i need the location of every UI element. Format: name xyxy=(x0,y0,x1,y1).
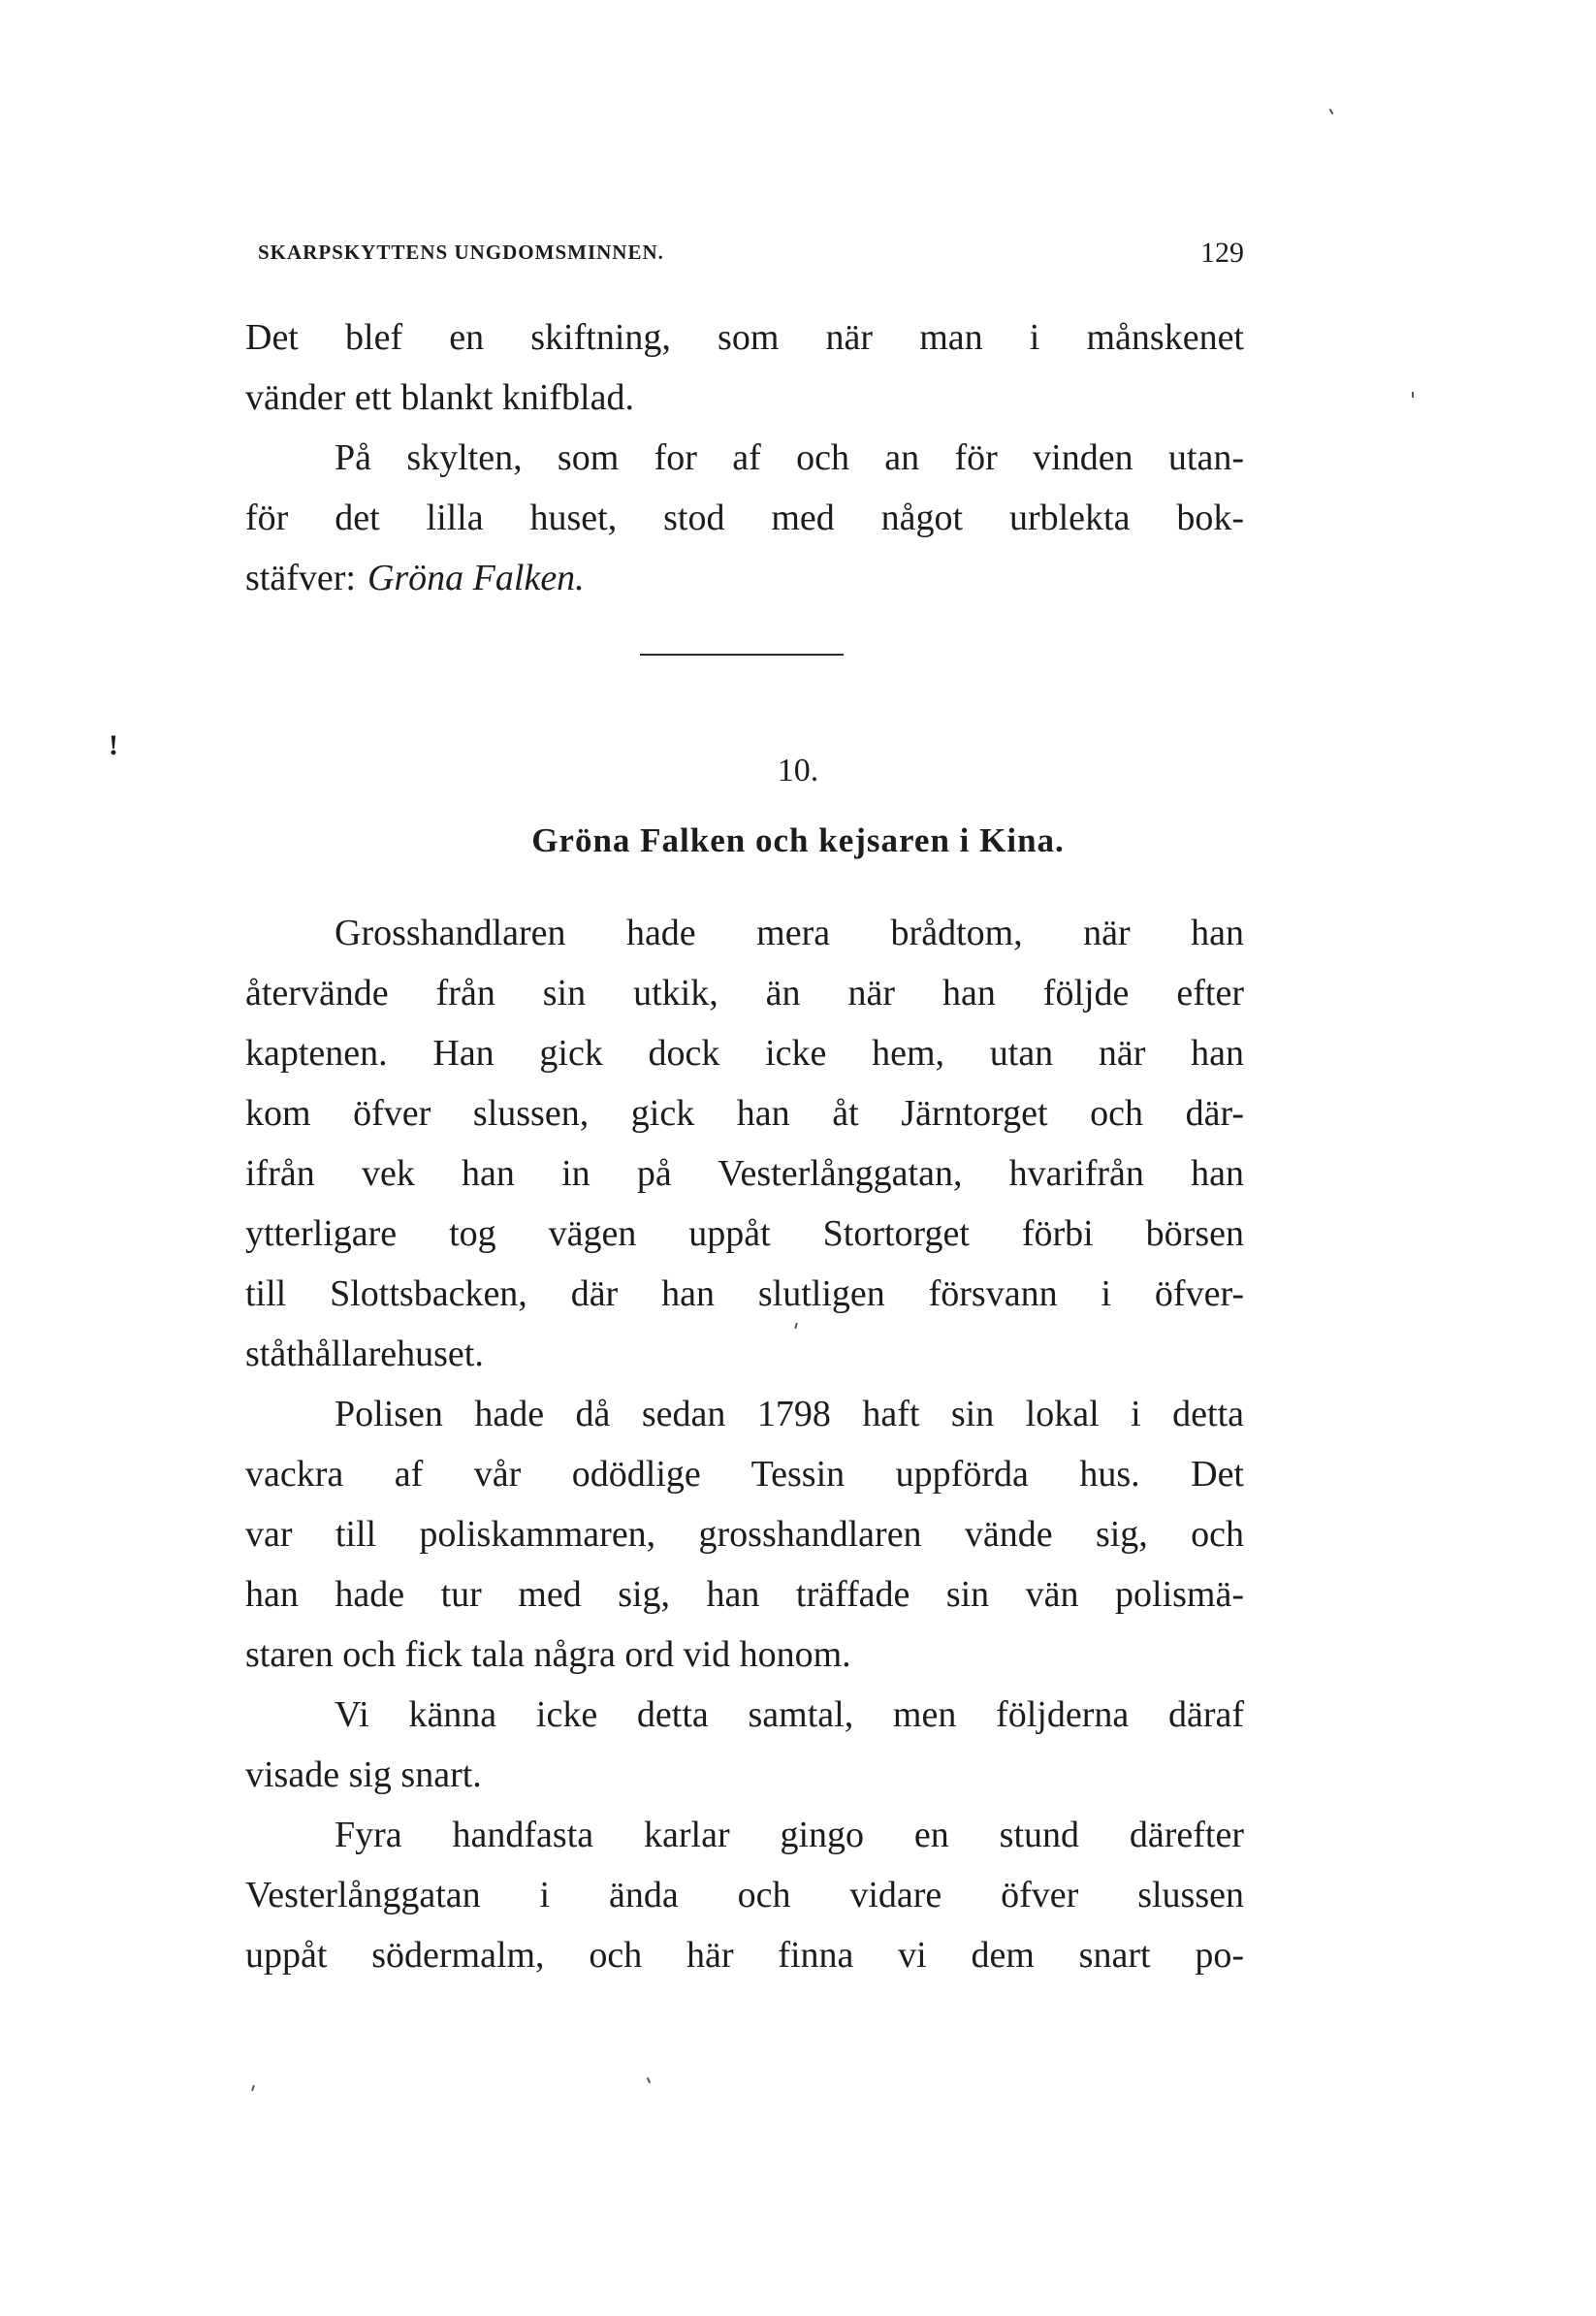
text-line: uppåt södermalm, och här finna vi dem snart po- xyxy=(245,1935,1244,1976)
text-line: han hade tur med sig, han träffade sin vän polismä- xyxy=(245,1574,1244,1615)
scan-speck xyxy=(647,2077,651,2083)
running-head xyxy=(245,237,1244,279)
running-title: SKARPSKYTTENS UNGDOMSMINNEN. xyxy=(258,241,664,264)
text-line: ytterligare tog vägen uppåt Stortorget förbi börsen xyxy=(245,1213,1244,1254)
text-line xyxy=(245,548,1244,608)
text-line: vänder ett blankt knifblad. xyxy=(245,377,634,418)
text-line: Grosshandlaren hade mera brådtom, när han xyxy=(335,913,1244,953)
opening-paragraphs xyxy=(245,307,1244,608)
chapter-title: Gröna Falken och kejsaren i Kina. xyxy=(531,821,1065,859)
text-line: kom öfver slussen, gick han åt Järntorget och där- xyxy=(245,1093,1244,1134)
section-divider xyxy=(640,654,844,656)
text-line: staren och fick tala några ord vid honom. xyxy=(245,1634,851,1675)
text-line: kaptenen. Han gick dock icke hem, utan när han xyxy=(245,1033,1244,1074)
text-line: ståthållarehuset. xyxy=(245,1334,484,1374)
text-line: På skylten, som for af och an för vinden utan- xyxy=(335,437,1244,478)
text-line: Det blef en skiftning, som när man i månskenet xyxy=(245,317,1244,358)
text-line-prefix: stäfver: xyxy=(245,558,356,598)
scan-speck xyxy=(1412,392,1414,398)
text-line: ifrån vek han in på Vesterlånggatan, hvarifrån han xyxy=(245,1153,1244,1194)
text-line: Vesterlånggatan i ända och vidare öfver slussen xyxy=(245,1875,1244,1915)
chapter-body xyxy=(245,903,1244,1985)
scan-speck xyxy=(251,2085,255,2091)
inn-sign-name: Gröna Falken. xyxy=(367,558,585,598)
scan-speck xyxy=(1329,109,1334,114)
text-line: Fyra handfasta karlar gingo en stund därefter xyxy=(335,1815,1244,1855)
margin-mark: ! xyxy=(109,729,118,761)
text-line: återvände från sin utkik, än när han följde efter xyxy=(245,973,1244,1013)
text-line: Vi känna icke detta samtal, men följderna däraf xyxy=(335,1694,1244,1735)
text-line: visade sig snart. xyxy=(245,1754,482,1795)
text-line: vackra af vår odödlige Tessin uppförda hus. Det xyxy=(245,1454,1244,1495)
text-line: för det lilla huset, stod med något urblekta bok- xyxy=(245,498,1244,538)
text-line: Polisen hade då sedan 1798 haft sin lokal i detta xyxy=(335,1394,1244,1434)
text-line: var till poliskammaren, grosshandlaren vände sig, och xyxy=(245,1514,1244,1555)
text-line: till Slottsbacken, där han slutligen försvann i öfver- xyxy=(245,1273,1244,1314)
chapter-number: 10. xyxy=(777,753,819,788)
page-number: 129 xyxy=(1200,237,1244,269)
